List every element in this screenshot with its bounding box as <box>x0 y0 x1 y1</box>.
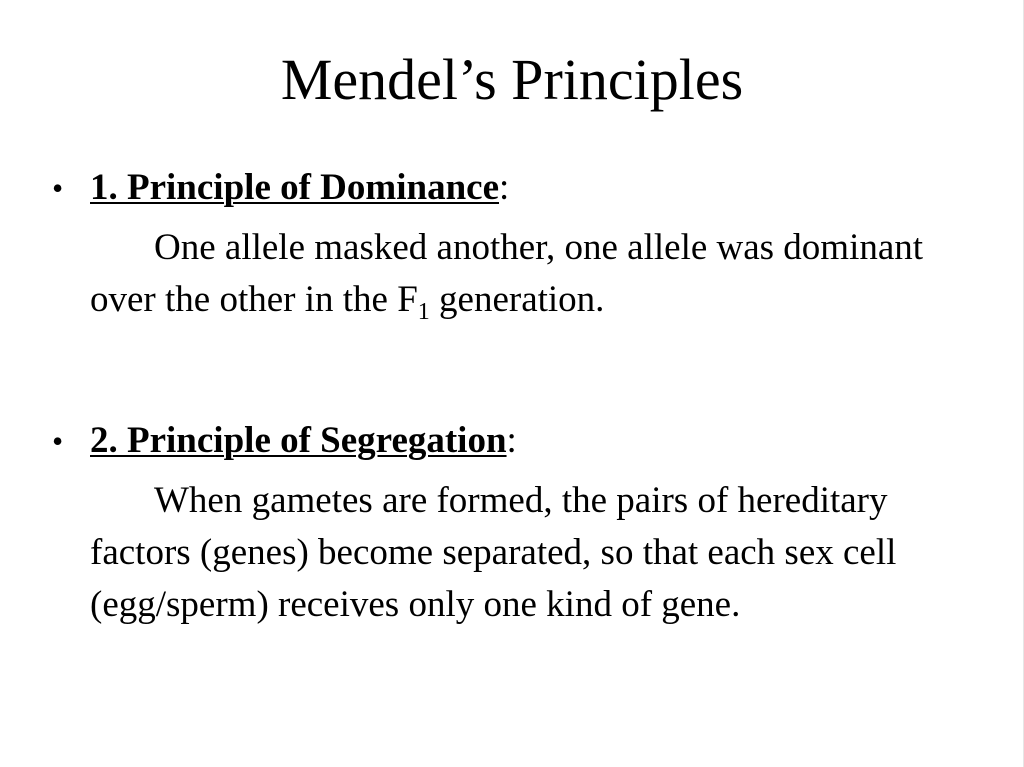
subscript: 1 <box>417 299 430 325</box>
slide-title: Mendel’s Principles <box>280 47 744 112</box>
bullet-heading <box>90 421 970 461</box>
body-text-end: generation. <box>429 279 605 320</box>
bullet-body <box>90 475 970 631</box>
body-text-main: One allele masked another, one allele was dominant over the other in the F <box>90 227 924 320</box>
bullet-dot: • <box>52 423 64 459</box>
bullet-heading <box>90 168 970 208</box>
bullet-segregation <box>52 420 970 631</box>
bullet-dominance <box>52 167 970 326</box>
body-text-main: When gametes are formed, the pairs of hereditary factors (genes) become separated, so that each sex cell (egg/sperm) receives only one kind of gene. <box>90 480 897 625</box>
heading-text: 2. Principle of Segregation <box>90 420 507 461</box>
bullet-dot: • <box>52 170 64 206</box>
heading-text: 1. Principle of Dominance <box>90 167 500 208</box>
heading-colon: : <box>499 167 510 208</box>
bullet-body <box>90 222 970 326</box>
heading-colon: : <box>506 420 517 461</box>
